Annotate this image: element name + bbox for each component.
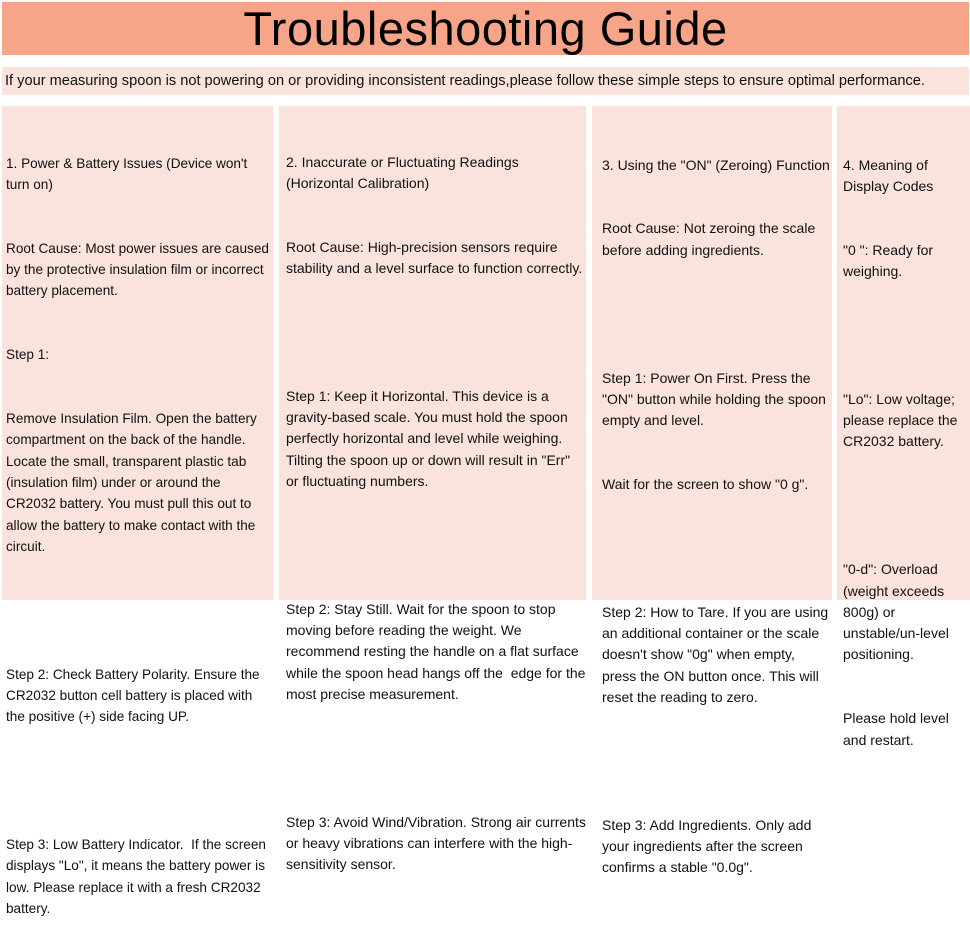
col3-step1-wait: Wait for the screen to show "0 g". <box>602 476 809 493</box>
col2-heading: 2. Inaccurate or Fluctuating Readings (Horizontal Calibration) <box>286 153 523 191</box>
col1-step1-label: Step 1: <box>6 347 50 363</box>
col1-step2: Step 2: Check Battery Polarity. Ensure the CR2032 button cell battery is placed with the positive (+) side facing UP. <box>6 666 264 725</box>
column-display-codes <box>837 106 970 748</box>
col1-heading: 1. Power & Battery Issues (Device won't turn on) <box>6 155 252 192</box>
intro-text: If your measuring spoon is not powering on or providing inconsistent readings,please follow these simple steps to ensure optimal performance. <box>5 73 925 89</box>
col2-step2: Step 2: Stay Still. Wait for the spoon to stop moving before reading the weight. We recommend resting the handle on a flat surface while the spoon head hangs off the edge for the most precise measurement. <box>286 600 590 703</box>
col2-step1: Step 1: Keep it Horizontal. This device is a gravity-based scale. You must hold the spoon perfectly horizontal and level while weighing. Tilting the spoon up or down will result in "Err" or fluctuating numbers. <box>286 387 574 490</box>
col4-code-overload: "0-d": Overload (weight exceeds 800g) or unstable/un-level positioning. <box>843 561 953 663</box>
col4-spacer <box>843 325 970 346</box>
col3-step1: Step 1: Power On First. Press the "ON" button while holding the spoon empty and level. <box>602 369 830 429</box>
title-banner <box>2 2 969 55</box>
intro-banner <box>2 67 969 95</box>
page-title: Troubleshooting Guide <box>243 2 728 55</box>
col2-spacer <box>286 748 586 769</box>
col4-code-lo: "Lo": Low voltage; please replace the CR2032 battery. <box>843 390 963 450</box>
col1-spacer <box>6 600 273 621</box>
column-zeroing <box>592 106 833 876</box>
col2-spacer <box>286 535 586 556</box>
col1-spacer <box>6 770 273 791</box>
col4-spacer <box>843 495 970 516</box>
col3-spacer <box>602 304 832 325</box>
col2-root-cause: Root Cause: High-precision sensors require stability and a level surface to function correctly. <box>286 238 583 277</box>
col1-step3: Step 3: Low Battery Indicator. If the screen displays "Lo", it means the battery power is low. Please replace it with a fresh CR2032 battery. <box>6 837 270 916</box>
column-readings <box>279 106 590 873</box>
col1-root-cause: Root Cause: Most power issues are caused by the protective insulation film or incorrect battery placement. <box>6 240 273 299</box>
col3-step3: Step 3: Add Ingredients. Only add your ingredients after the screen confirms a stable "0.0g". <box>602 816 816 876</box>
col2-spacer <box>286 322 586 343</box>
column-power-battery <box>2 106 273 916</box>
col1-step1-text: Remove Insulation Film. Open the battery compartment on the back of the handle. Locate the small, transparent plastic tab (insulation film) under or around the CR2032 battery. You must pull this out to allow the battery to make contact with the circuit. <box>6 411 261 554</box>
col3-spacer <box>602 538 832 559</box>
col4-heading: 4. Meaning of Display Codes <box>843 156 934 194</box>
col3-spacer <box>602 751 832 772</box>
col3-heading: 3. Using the "ON" (Zeroing) Function <box>602 156 830 173</box>
col3-step2: Step 2: How to Tare. If you are using an additional container or the scale doesn't show "0g" when empty, press the ON button once. This will reset the reading to zero. <box>602 603 833 706</box>
col3-root-cause: Root Cause: Not zeroing the scale before adding ingredients. <box>602 220 820 258</box>
col4-code-ready: "0 ": Ready for weighing. <box>843 241 937 280</box>
col2-step3: Step 3: Avoid Wind/Vibration. Strong air currents or heavy vibrations can interfere with the high-sensitivity sensor. <box>286 813 590 873</box>
col4-restart: Please hold level and restart. <box>843 710 953 748</box>
